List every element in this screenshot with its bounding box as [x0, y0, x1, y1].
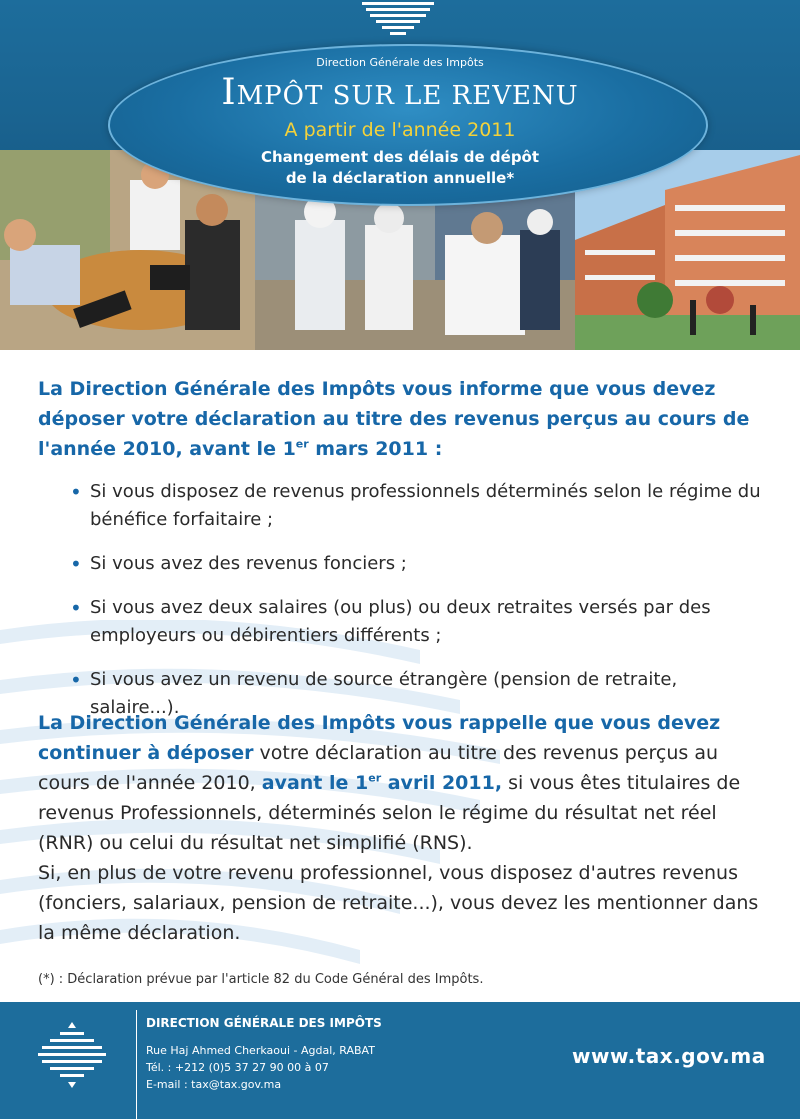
intro-text-end: mars 2011 : [308, 438, 443, 460]
list-item-text: Si vous avez un revenu de source étrangère (pension de retraite, salaire...). [90, 669, 678, 718]
footnote: (*) : Déclaration prévue par l'article 82 du Code Général des Impôts. [38, 972, 484, 987]
header-subtitle-line2: de la déclaration annuelle* [285, 169, 515, 187]
conditions-list [70, 478, 770, 738]
list-item-text: Si vous avez deux salaires (ou plus) ou deux retraites versés par des employeurs ou débirentiers différents ; [90, 597, 711, 646]
footer-phone: Tél. : +212 (0)5 37 27 90 00 à 07 [146, 1061, 329, 1074]
bullet-icon: • [70, 480, 82, 504]
bullet-icon: • [70, 596, 82, 620]
footer-website-link[interactable]: www.tax.gov.ma [572, 1044, 766, 1068]
header-subtitle-line1: Changement des délais de dépôt [260, 148, 540, 166]
intro-sup: er [295, 437, 309, 451]
bullet-icon: • [70, 552, 82, 576]
reminder-paragraph [38, 708, 768, 858]
reminder-sup: er [368, 771, 382, 785]
dgi-footer-logo-icon [36, 1020, 108, 1092]
footer-divider [136, 1010, 137, 1119]
reminder-bold-b: avant le 1 [261, 772, 369, 794]
additional-income-paragraph: Si, en plus de votre revenu professionnel, vous disposez d'autres revenus (fonciers, salariaux, pension de retraite...), vous devez les mentionner dans la même déclaration. [38, 862, 759, 944]
header-year: A partir de l'année 2011 [284, 119, 516, 141]
intro-text: La Direction Générale des Impôts vous informe que vous devez déposer votre déclaration au titre des revenus perçus au cours de l'année 2010, avant le 1 [38, 378, 750, 460]
footer-org: DIRECTION GÉNÉRALE DES IMPÔTS [146, 1016, 382, 1030]
reminder-normal-a: votre déclaration au titre des revenus perçus au cours de l'année 2010, [38, 742, 719, 794]
list-item-text: Si vous avez des revenus fonciers ; [90, 553, 407, 574]
footer-address: Rue Haj Ahmed Cherkaoui - Agdal, RABAT [146, 1044, 375, 1057]
intro-paragraph [38, 374, 768, 464]
title-rest: MPÔT SUR LE REVENU [236, 81, 579, 111]
header-org: Direction Générale des Impôts [316, 56, 484, 69]
list-item-text: Si vous disposez de revenus professionnels déterminés selon le régime du bénéfice forfaitaire ; [90, 481, 761, 530]
reminder-normal-b: si vous êtes titulaires de revenus Professionnels, déterminés selon le régime du résultat net réel (RNR) ou celui du résultat net simplifié (RNS). [38, 772, 741, 854]
reminder-bold-a: La Direction Générale des Impôts vous rappelle que vous devez continuer à déposer [38, 712, 721, 764]
list-item [70, 594, 770, 650]
bullet-icon: • [70, 668, 82, 692]
list-item [70, 478, 770, 534]
footer-email[interactable]: E-mail : tax@tax.gov.ma [146, 1078, 282, 1091]
reminder-bold-c: avril 2011, [381, 772, 503, 794]
list-item [70, 550, 770, 578]
title-initial: I [221, 72, 237, 113]
dgi-logo-icon [356, 0, 440, 36]
page-title [0, 72, 800, 113]
